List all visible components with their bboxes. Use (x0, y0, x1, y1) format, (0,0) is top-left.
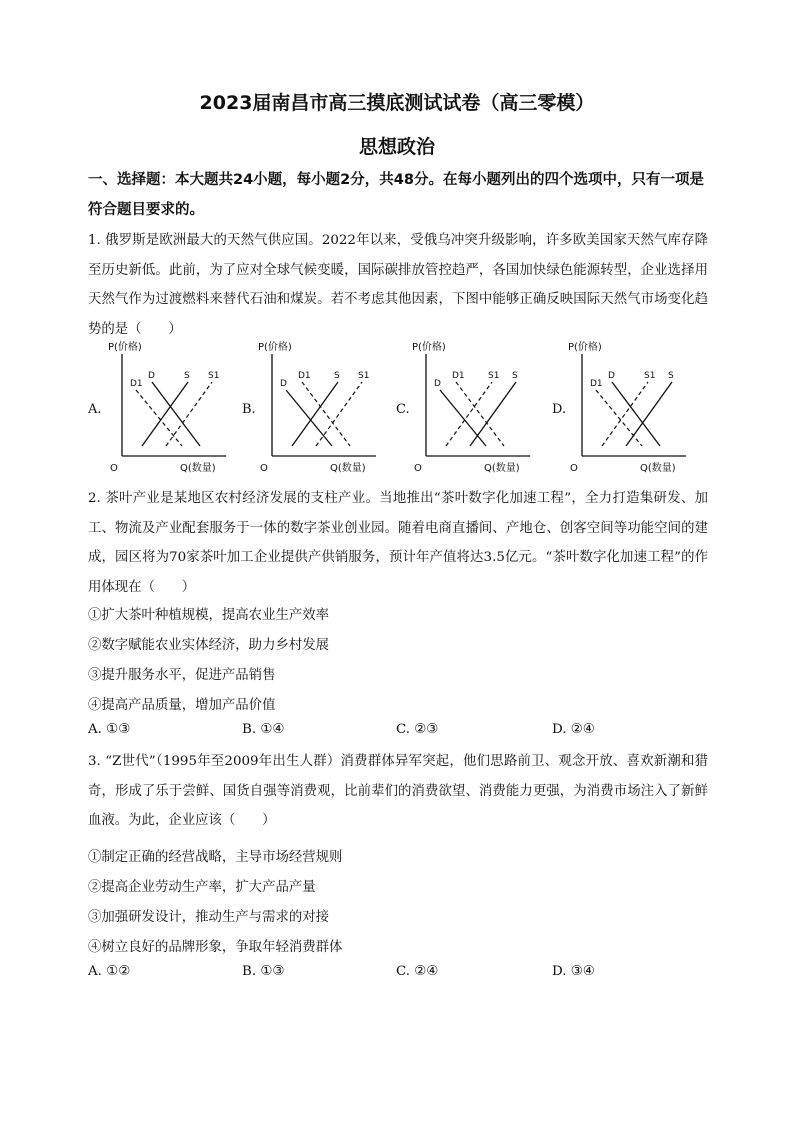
q2-statement-3: ③提升服务水平，促进产品销售 (88, 668, 276, 683)
curve-d1 (596, 390, 642, 446)
q1-graph-b (258, 338, 408, 478)
q3-choice-a: A. ①② (88, 964, 131, 979)
label-s: S (668, 371, 674, 381)
label-d: D (148, 371, 155, 381)
label-d1: D1 (130, 379, 143, 389)
q1-stem: 1. 俄罗斯是欧洲最大的天然气供应国。2022年以来，受俄乌冲突升级影响，许多欧美国家天然气库存降至历史新低。此前，为了应对全球气候变暖，国际碳排放管控趋严，各国加快绿色能源转型，企业选择用天然气作为过渡燃料来替代石油和煤炭。若不考虑其他因素，下图中能够正确反映国际天然气市场变化趋势的是（ ） (88, 233, 708, 337)
q2-statement-1: ①扩大茶叶种植规模，提高农业生产效率 (88, 608, 330, 623)
q1-option-c-label: C. (396, 402, 410, 417)
curve-d (612, 382, 660, 446)
curve-s (142, 382, 188, 446)
q1-graph-d (568, 338, 718, 478)
curve-d (286, 390, 332, 446)
exam-title: 2023届南昌市高三摸底测试试卷（高三零模） (199, 92, 595, 114)
q2-statement-4: ④提高产品质量，增加产品价值 (88, 698, 276, 713)
graph-c-svg (412, 338, 562, 478)
q3-choice-d: D. ③④ (552, 964, 595, 979)
q1-graph-a (108, 338, 258, 478)
subject-title: 思想政治 (358, 136, 435, 158)
y-axis-label: P(价格) (412, 342, 446, 353)
q2-choice-b: B. ①④ (242, 722, 285, 737)
section-heading: 一、选择题：本大题共24小题，每小题2分，共48分。在每小题列出的四个选项中，只有一项是符合题目要求的。 (88, 172, 704, 218)
curve-d (440, 390, 486, 446)
q3-statement-4: ④树立良好的品牌形象，争取年轻消费群体 (88, 940, 343, 955)
q3-choice-b: B. ①③ (242, 964, 285, 979)
x-axis-label: Q(数量) (484, 463, 520, 474)
label-s1: S1 (358, 371, 370, 381)
y-axis-label: P(价格) (258, 342, 292, 353)
origin-label: O (570, 463, 578, 474)
curve-s1 (602, 382, 648, 446)
graph-a-svg (108, 338, 258, 478)
label-d1: D1 (452, 371, 465, 381)
origin-label: O (260, 463, 268, 474)
curve-d (152, 382, 200, 446)
label-s: S (334, 371, 340, 381)
curve-d1 (136, 390, 182, 446)
curve-d1 (302, 382, 350, 446)
q3-statement-1: ①制定正确的经营战略，主导市场经营规则 (88, 850, 343, 865)
curve-s1 (316, 382, 362, 446)
label-d: D (434, 379, 441, 389)
q1-option-d-label: D. (552, 402, 567, 417)
label-s1: S1 (208, 371, 220, 381)
curve-s (292, 382, 338, 446)
curve-s1 (446, 382, 492, 446)
q3-statement-2: ②提高企业劳动生产率，扩大产品产量 (88, 880, 316, 895)
curve-s1 (166, 382, 212, 446)
label-d1: D1 (298, 371, 311, 381)
q1-graph-c (412, 338, 562, 478)
y-axis-label: P(价格) (108, 342, 142, 353)
label-d: D (280, 379, 287, 389)
q2-stem: 2. 茶叶产业是某地区农村经济发展的支柱产业。当地推出“茶叶数字化加速工程”，全力打造集研发、加工、物流及产业配套服务于一体的数字茶业创业园。随着电商直播间、产地仓、创客空间等功能空间的建成，园区将为70家茶叶加工企业提供产供销服务，预计年产值将达3.5亿元。“茶叶数字化加速工程”的作用体现在（ ） (88, 491, 708, 595)
x-axis-label: Q(数量) (640, 463, 676, 474)
curve-d1 (456, 382, 504, 446)
q1-option-a-label: A. (88, 402, 102, 417)
origin-label: O (414, 463, 422, 474)
label-d1: D1 (590, 379, 603, 389)
curve-s (470, 382, 516, 446)
q2-choice-d: D. ②④ (552, 722, 595, 737)
q3-stem: 3. “Z世代”（1995年至2009年出生人群）消费群体异军突起，他们思路前卫、观念开放、喜欢新潮和猎奇，形成了乐于尝鲜、国货自强等消费观，比前辈们的消费欲望、消费能力更强，为消费市场注入了新鲜血液。为此，企业应该（ ） (88, 754, 708, 828)
q2-choice-a: A. ①③ (88, 722, 131, 737)
curve-s (626, 382, 672, 446)
y-axis-label: P(价格) (568, 342, 602, 353)
label-s: S (512, 371, 518, 381)
x-axis-label: Q(数量) (180, 463, 216, 474)
q2-statement-2: ②数字赋能农业实体经济，助力乡村发展 (88, 638, 330, 653)
q3-statement-3: ③加强研发设计，推动生产与需求的对接 (88, 910, 330, 925)
label-d: D (608, 371, 615, 381)
x-axis-label: Q(数量) (330, 463, 366, 474)
q2-choice-c: C. ②③ (396, 722, 439, 737)
q3-choice-c: C. ②④ (396, 964, 439, 979)
q1-option-b-label: B. (242, 402, 256, 417)
label-s: S (184, 371, 190, 381)
graph-b-svg (258, 338, 408, 478)
label-s1: S1 (644, 371, 656, 381)
graph-d-svg (568, 338, 718, 478)
origin-label: O (110, 463, 118, 474)
label-s1: S1 (488, 371, 500, 381)
